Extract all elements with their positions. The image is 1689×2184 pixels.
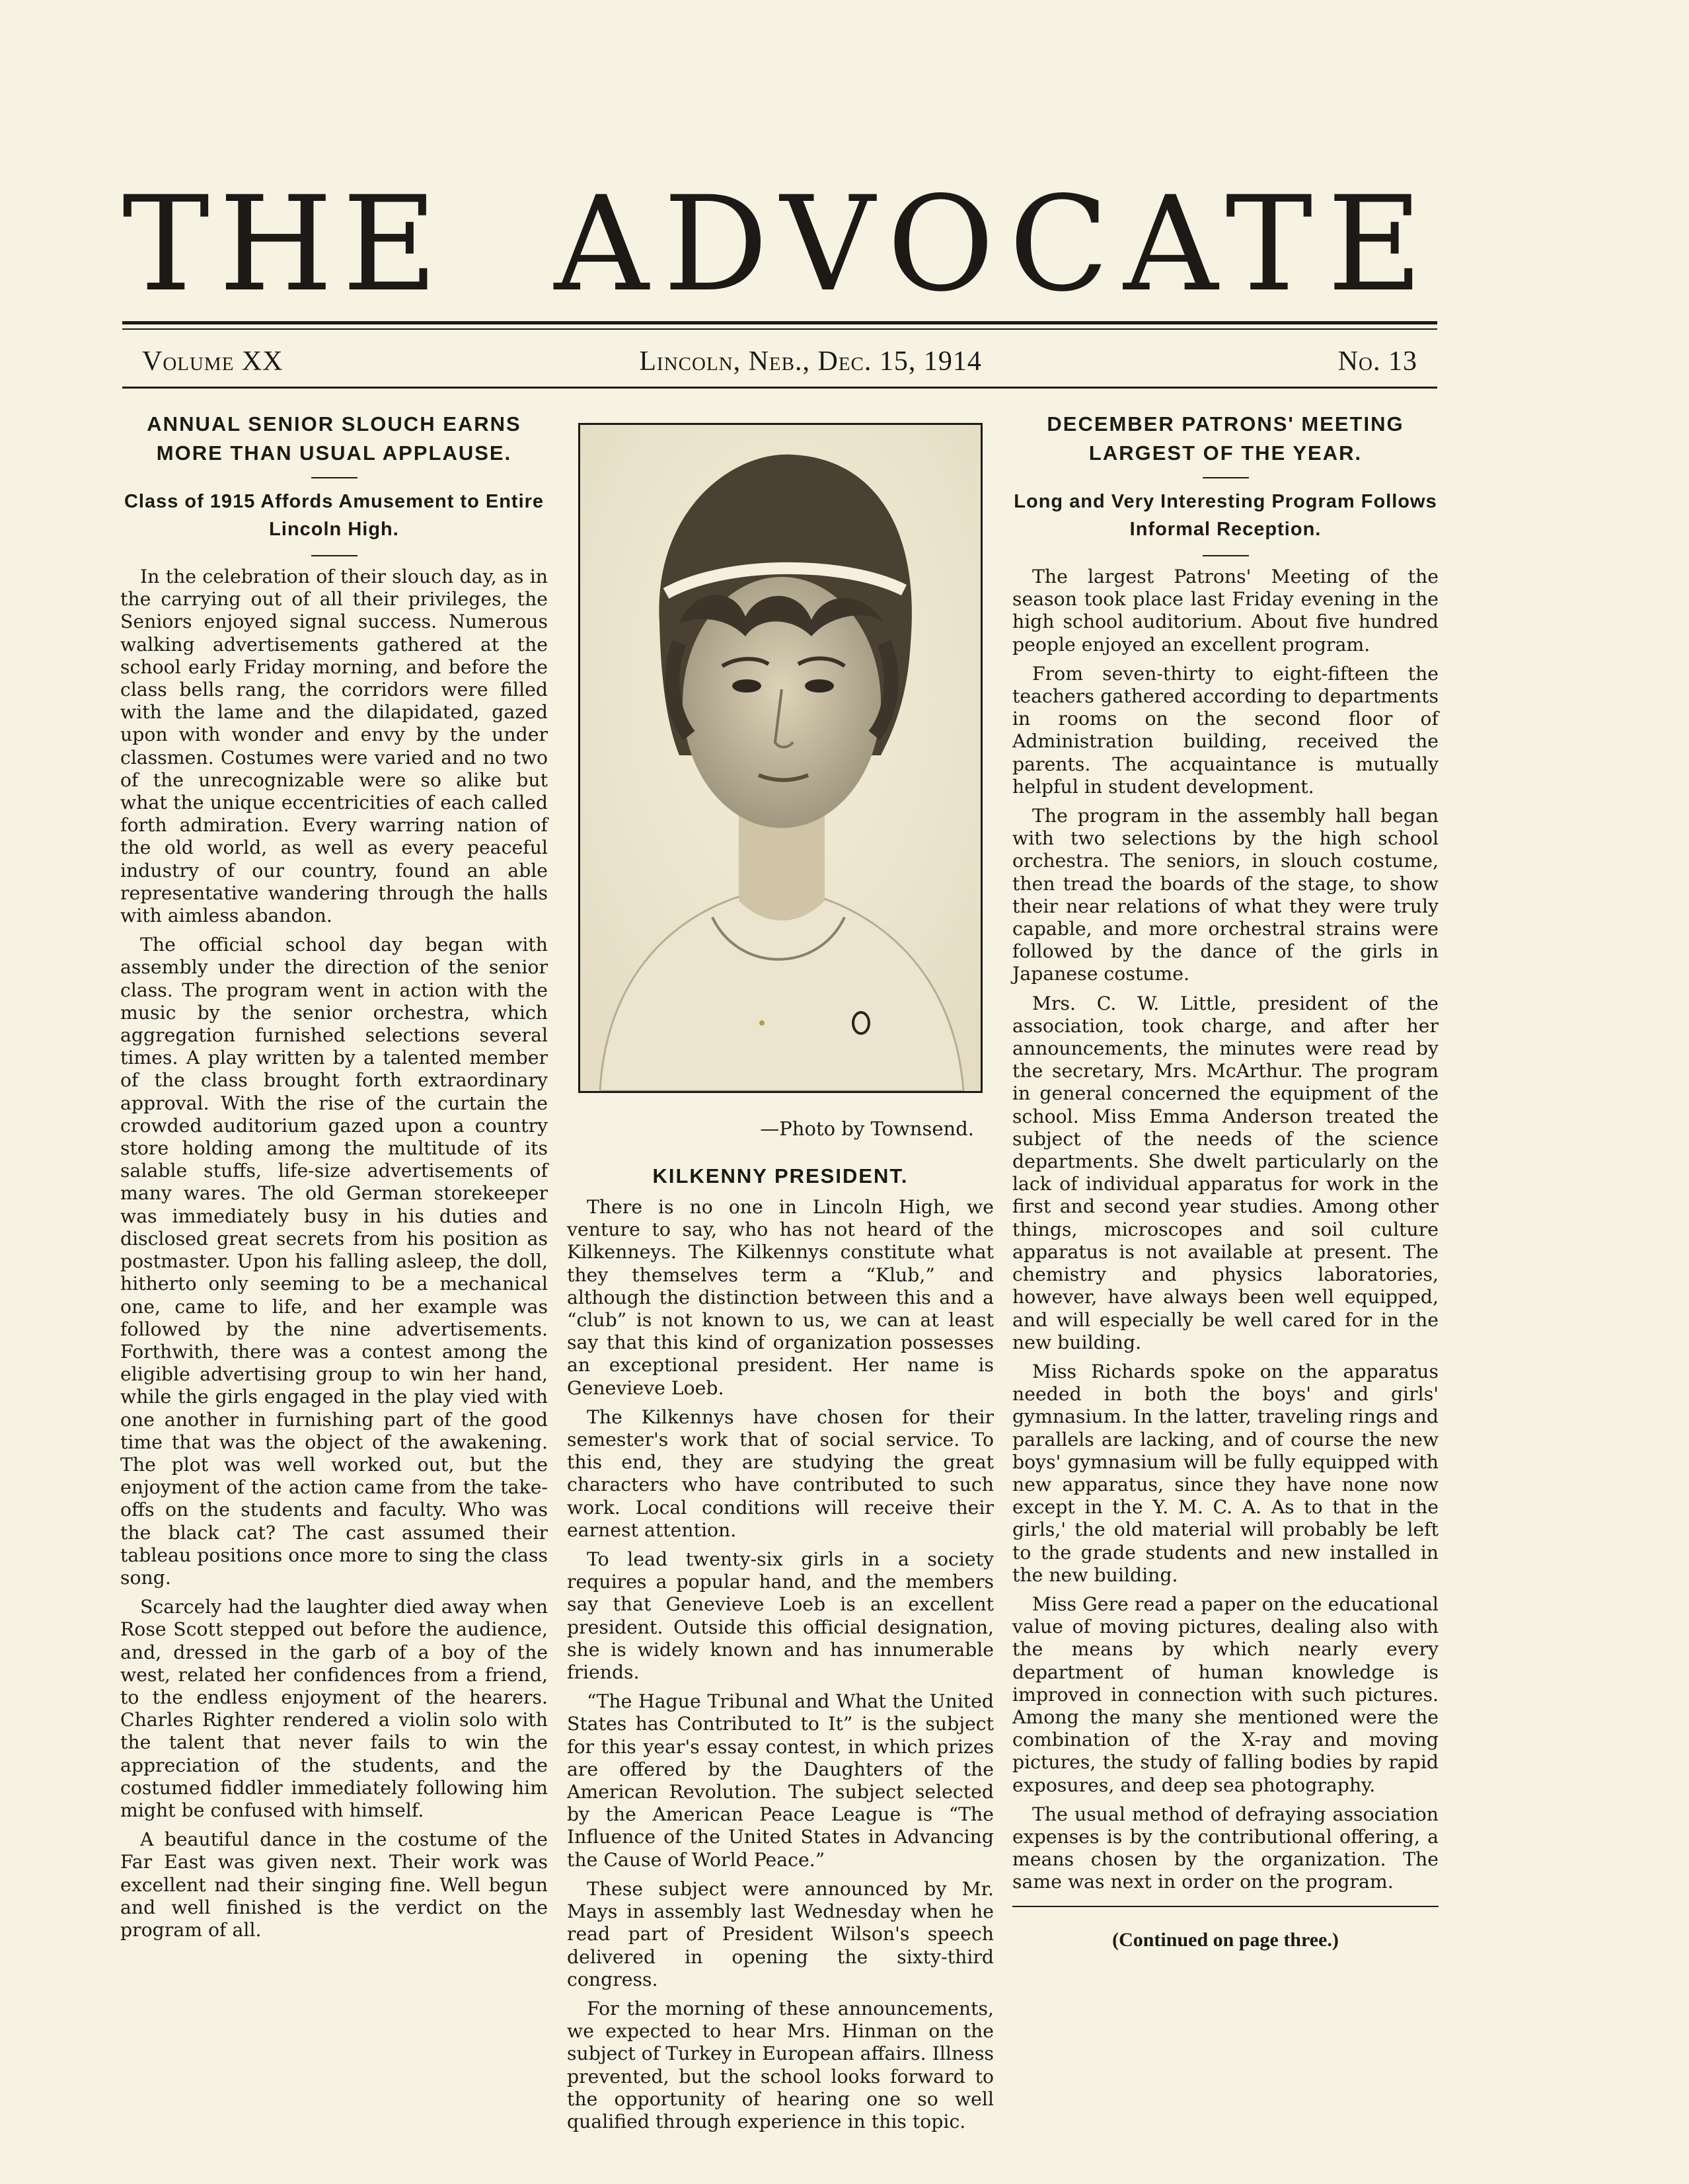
subhead-divider <box>1203 555 1249 556</box>
volume-label: Volume XX <box>142 346 283 377</box>
issue-number: No. 13 <box>1337 346 1417 377</box>
article-senior-slouch-subhead: Class of 1915 Affords Amusement to Entire Lincoln High. <box>124 491 544 540</box>
article-patrons-meeting-headline: DECEMBER PATRONS' MEETING LARGEST OF THE YEAR. <box>1047 412 1404 465</box>
article-paragraph: Mrs. C. W. Little, president of the association, took charge, and after her announcements, the minutes were read by the secretary, Mrs. McArthur. The program in general concerned the equipment of the school. Miss Emma Anderson treated the subject of the needs of the science departments. She dwelt particularly on the lack of individual apparatus for work in the first and second year studies. Among other things, microscopes and soil culture apparatus is not available at present. The chemistry and physics laboratories, however, have always been well equipped, and will especially be well cared for in the new building. <box>1012 992 1439 1353</box>
portrait-photo <box>578 423 983 1093</box>
continued-rule <box>1012 1906 1439 1907</box>
headline-divider <box>311 477 357 478</box>
article-paragraph: For the morning of these announcements, we expected to hear Mrs. Hinman on the subject of Turkey in European affairs. Illness prevented, but the school looks forward to the opportunity of hearing one so well qualified through experience in this topic. <box>567 1997 994 2132</box>
masthead-title <box>122 168 1437 320</box>
portrait-image <box>580 425 981 1091</box>
article-kilkenny-headline: KILKENNY PRESIDENT. <box>652 1164 909 1187</box>
article-paragraph: Miss Gere read a paper on the educational value of moving pictures, dealing also with the means by which nearly every department of human knowledge is improved in connection with such pictures. Among the many she mentioned were the combination of the X-ray and moving pictures, the study of falling bodies by rapid exposures, and deep sea photography. <box>1012 1593 1439 1796</box>
article-paragraph: “The Hague Tribunal and What the United States has Contributed to It” is the subject for this year's essay contest, in which prizes are offered by the Daughters of the American Revolution. The subject selected by the American Peace League is “The Influence of the United States in Advancing the Cause of World Peace.” <box>567 1690 994 1871</box>
article-paragraph: To lead twenty-six girls in a society requires a popular hand, and the members say that Genevieve Loeb is an excellent president. Outside this official designation, she is widely known and has innumerable friends. <box>567 1548 994 1684</box>
article-paragraph: The Kilkennys have chosen for their semester's work that of social service. To this end, they are studying the great characters who have contributed to such work. Local conditions will receive their earnest attention. <box>567 1406 994 1541</box>
continued-notice: (Continued on page three.) <box>1112 1928 1339 1951</box>
article-paragraph: Miss Richards spoke on the apparatus needed in both the boys' and girls' gymnasium. In the latter, traveling rings and parallels are lacking, and of course the new boys' gymnasium will be fully equipped with new apparatus, since they have none now except in the Y. M. C. A. As to that in the girls,' the old material will probably be left to the grade students and new installed in the new building. <box>1012 1360 1439 1586</box>
column-center <box>567 410 994 2140</box>
masthead-rule-thin <box>122 328 1437 330</box>
article-paragraph: Scarcely had the laughter died away when Rose Scott stepped out before the audience, and, dressed in the garb of a boy of the west, related her confidences from a friend, to the endless enjoyment of the hearers. Charles Righter rendered a violin solo with the talent that never fails to win the appreciation of the students, and the costumed fiddler immediately following him might be confused with himself. <box>120 1596 548 1821</box>
article-paragraph: The official school day began with assembly under the direction of the senior class. The program went in action with the music by the senior orchestra, which aggregation furnished selections several times. A play written by a talented member of the class brought forth extraordinary approval. With the rise of the curtain the crowded auditorium gazed upon a country store holding among the multitude of its salable stuffs, life-size advertisements of many wares. The old German storekeeper was immediately busy in his duties and disclosed great secrets from his position as postmaster. Upon his falling asleep, the doll, hitherto only seeming to be a mechanical one, came to life, and her example was followed by the nine advertisements. Forthwith, there was a contest among the eligible advertising group to win her hand, while the girls engaged in the play vied with one another in furnishing part of the good time that was the object of the awakening. The plot was well worked out, but the enjoyment of the action came from the take-offs on the students and faculty. Who was the black cat? The cast assumed their tableau positions once more to sing the class song. <box>120 934 548 1589</box>
article-paragraph: A beautiful dance in the costume of the Far East was given next. Their work was excellent nad their singing fine. Well begun and well finished is the verdict on the program of all. <box>120 1828 548 1941</box>
article-paragraph: From seven-thirty to eight-fifteen the teachers gathered according to departments in rooms on the second floor of Administration building, received the parents. The acquaintance is mutually helpful in student development. <box>1012 662 1439 798</box>
article-paragraph: In the celebration of their slouch day, as in the carrying out of all their privileges, the Seniors enjoyed signal success. Numerous walking advertisements gathered at the school early Friday morning, and before the class bells rang, the corridors were filled with the lame and the dilapidated, gazed upon with wonder and envy by the under classmen. Costumes were varied and no two of the unrecognizable were so alike but what the unique eccentricities of each called forth admiration. Every warring nation of the old world, as well as every peaceful industry of our country, found an able representative wandering through the halls with aimless abandon. <box>120 566 548 927</box>
article-patrons-meeting-subhead: Long and Very Interesting Program Follows Informal Reception. <box>1014 491 1437 540</box>
column-right <box>1012 410 1439 1953</box>
article-paragraph: The largest Patrons' Meeting of the season took place last Friday evening in the high school auditorium. About five hundred people enjoyed an excellent program. <box>1012 566 1439 656</box>
masthead-rule-top <box>122 321 1437 324</box>
place-date: Lincoln, Neb., Dec. 15, 1914 <box>639 346 982 377</box>
article-paragraph: The usual method of defraying association expenses is by the contributional offering, a means chosen by the organization. The same was next in order on the program. <box>1012 1803 1439 1893</box>
article-paragraph: There is no one in Lincoln High, we venture to say, who has not heard of the Kilkenneys. The Kilkennys constitute what they themselves term a “Klub,” and although the distinction between this and a “club” is not known to us, we can at least say that this kind of organization possesses an exceptional president. Her name is Genevieve Loeb. <box>567 1196 994 1399</box>
headline-divider <box>1203 477 1249 478</box>
masthead-word-the: THE <box>122 168 447 320</box>
column-left <box>120 410 548 1948</box>
dateline <box>142 342 1417 381</box>
masthead-word-advocate: ADVOCATE <box>554 168 1437 320</box>
dateline-rule <box>122 387 1437 389</box>
subhead-divider <box>311 555 357 556</box>
article-senior-slouch-headline: ANNUAL SENIOR SLOUCH EARNS MORE THAN USUAL APPLAUSE. <box>147 412 521 465</box>
photo-credit: —Photo by Townsend. <box>760 1117 974 1140</box>
article-paragraph: These subject were announced by Mr. Mays in assembly last Wednesday when he read part of President Wilson's speech delivered in opening the sixty-third congress. <box>567 1877 994 1990</box>
article-paragraph: The program in the assembly hall began with two selections by the high school orchestra. The seniors, in slouch costume, then tread the boards of the stage, to show their near relations of what they were truly capable, and more orchestral strains were followed by the dance of the girls in Japanese costume. <box>1012 805 1439 985</box>
